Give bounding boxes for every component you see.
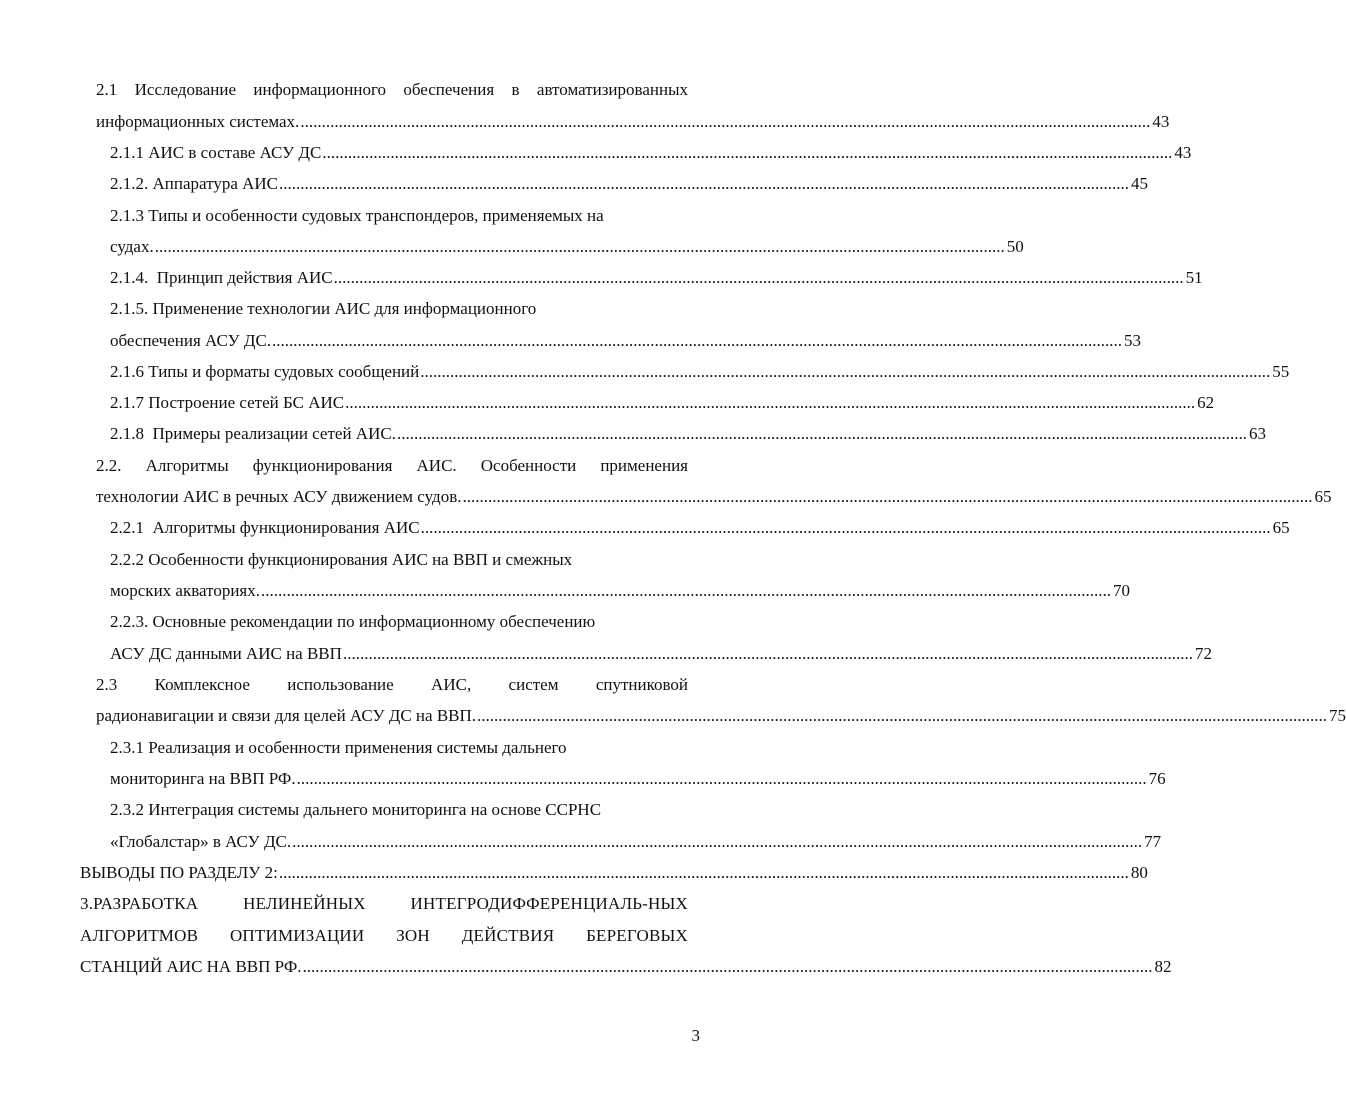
toc-entry-3-line1: 3.РАЗРАБОТКА НЕЛИНЕЙНЫХ ИНТЕГРОДИФФЕРЕНЦИАЛЬ-НЫХ	[80, 894, 688, 913]
toc-entry-title: морских акваториях.	[110, 581, 260, 600]
toc-entry-2-1-5[interactable]	[110, 329, 1142, 353]
toc-page-number: 77	[1144, 832, 1162, 851]
toc-entry-2-1-3[interactable]	[110, 235, 1024, 259]
toc-entry-2-2-2[interactable]	[110, 579, 1130, 603]
toc-page-number: 55	[1272, 362, 1290, 381]
toc-entry-2-3[interactable]	[96, 704, 1346, 728]
toc-entry-conclusions[interactable]	[80, 861, 1148, 885]
toc-entry-title: радионавигации и связи для целей АСУ ДС на ВВП.	[96, 706, 477, 725]
toc-page-number: 45	[1131, 174, 1149, 193]
leader-dots: ........................................................................................................................................................................................................	[279, 174, 1130, 193]
toc-entry-2-1-1[interactable]	[110, 141, 1192, 165]
toc-entry-title: 2.1.4. Принцип действия АИС	[110, 268, 333, 287]
toc-entry-title: ВЫВОДЫ ПО РАЗДЕЛУ 2:	[80, 863, 278, 882]
toc-entry-2-2-line1: 2.2. Алгоритмы функционирования АИС. Особенности применения	[96, 456, 688, 475]
toc-page-number: 65	[1314, 487, 1332, 506]
toc-entry-2-1-4[interactable]	[110, 266, 1203, 290]
toc-entry-2-1[interactable]	[96, 110, 1170, 134]
leader-dots: ........................................................................................................................................................................................................	[302, 957, 1153, 976]
toc-entry-2-1-7[interactable]	[110, 391, 1215, 415]
leader-dots: ........................................................................................................................................................................................................	[322, 143, 1173, 162]
toc-page-number: 43	[1152, 112, 1170, 131]
leader-dots: ........................................................................................................................................................................................................	[333, 268, 1184, 287]
toc-entry-title: 2.2.1 Алгоритмы функционирования АИС	[110, 518, 420, 537]
toc-entry-2-3-1[interactable]	[110, 767, 1166, 791]
toc-page-number: 51	[1185, 268, 1203, 287]
toc-entry-title: 2.1.8 Примеры реализации сетей АИС.	[110, 424, 396, 443]
toc-entry-title: информационных системах.	[96, 112, 300, 131]
page-number: 3	[691, 1026, 700, 1045]
leader-dots: ........................................................................................................................................................................................................	[154, 237, 1005, 256]
leader-dots: ........................................................................................................................................................................................................	[420, 362, 1271, 381]
toc-page-number: 62	[1197, 393, 1215, 412]
toc-entry-2-2-2-line1: 2.2.2 Особенности функционирования АИС на ВВП и смежных	[110, 550, 573, 569]
leader-dots: ........................................................................................................................................................................................................	[477, 706, 1328, 725]
toc-page-number: 43	[1174, 143, 1192, 162]
toc-entry-title: судах.	[110, 237, 154, 256]
leader-dots: ........................................................................................................................................................................................................	[292, 832, 1143, 851]
toc-page-number: 72	[1194, 644, 1212, 663]
toc-entry-2-1-2[interactable]	[110, 172, 1149, 196]
toc-entry-title: 2.1.2. Аппаратура АИС	[110, 174, 279, 193]
leader-dots: ........................................................................................................................................................................................................	[462, 487, 1313, 506]
toc-page-number: 76	[1148, 769, 1166, 788]
toc-entry-2-3-2[interactable]	[110, 830, 1162, 854]
toc-entry-title: 2.1.6 Типы и форматы судовых сообщений	[110, 362, 420, 381]
leader-dots: ........................................................................................................................................................................................................	[296, 769, 1147, 788]
leader-dots: ........................................................................................................................................................................................................	[272, 331, 1123, 350]
toc-page-number: 80	[1130, 863, 1148, 882]
toc-entry-2-1-6[interactable]	[110, 360, 1290, 384]
toc-entry-title: обеспечения АСУ ДС.	[110, 331, 272, 350]
leader-dots: ........................................................................................................................................................................................................	[278, 863, 1129, 882]
leader-dots: ........................................................................................................................................................................................................	[342, 644, 1193, 663]
toc-entry-2-3-line1: 2.3 Комплексное использование АИС, систем спутниковой	[96, 675, 688, 694]
leader-dots: ........................................................................................................................................................................................................	[420, 518, 1271, 537]
toc-entry-title: мониторинга на ВВП РФ.	[110, 769, 296, 788]
toc-page-number: 63	[1248, 424, 1266, 443]
toc-entry-title: 2.1.1 АИС в составе АСУ ДС	[110, 143, 322, 162]
leader-dots: ........................................................................................................................................................................................................	[345, 393, 1196, 412]
toc-page-number: 50	[1006, 237, 1024, 256]
leader-dots: ........................................................................................................................................................................................................	[261, 581, 1111, 600]
toc-entry-3[interactable]	[80, 955, 1172, 979]
toc-entry-title: «Глобалстар» в АСУ ДС.	[110, 832, 292, 851]
toc-page-number: 70	[1113, 581, 1130, 600]
toc-entry-2-2-3[interactable]	[110, 642, 1212, 666]
leader-dots: ........................................................................................................................................................................................................	[300, 112, 1151, 131]
toc-entry-2-3-2-line1: 2.3.2 Интеграция системы дальнего мониторинга на основе ССРНС	[110, 800, 602, 819]
toc-entry-title: технологии АИС в речных АСУ движением судов.	[96, 487, 462, 506]
toc-page-number: 65	[1272, 518, 1290, 537]
toc-entry-title: СТАНЦИЙ АИС НА ВВП РФ.	[80, 957, 302, 976]
toc-page-number: 53	[1124, 331, 1142, 350]
toc-page-number: 82	[1154, 957, 1172, 976]
toc-entry-title: АСУ ДС данными АИС на ВВП	[110, 644, 342, 663]
toc-entry-2-1-5-line1: 2.1.5. Применение технологии АИС для информационного	[110, 299, 537, 318]
toc-entry-2-2-1[interactable]	[110, 516, 1290, 540]
toc-entry-2-1-3-line1: 2.1.3 Типы и особенности судовых транспондеров, применяемых на	[110, 206, 604, 225]
toc-entry-2-1-line1: 2.1 Исследование информационного обеспечения в автоматизированных	[96, 80, 688, 99]
toc-entry-title: 2.1.7 Построение сетей БС АИС	[110, 393, 345, 412]
toc-entry-2-3-1-line1: 2.3.1 Реализация и особенности применения системы дальнего	[110, 738, 567, 757]
toc-entry-3-line2: АЛГОРИТМОВ ОПТИМИЗАЦИИ ЗОН ДЕЙСТВИЯ БЕРЕГОВЫХ	[80, 926, 688, 945]
toc-page-number: 75	[1329, 706, 1346, 725]
toc-entry-2-2[interactable]	[96, 485, 1332, 509]
toc-entry-2-1-8[interactable]	[110, 422, 1266, 446]
leader-dots: ........................................................................................................................................................................................................	[396, 424, 1247, 443]
toc-entry-2-2-3-line1: 2.2.3. Основные рекомендации по информационному обеспечению	[110, 612, 596, 631]
